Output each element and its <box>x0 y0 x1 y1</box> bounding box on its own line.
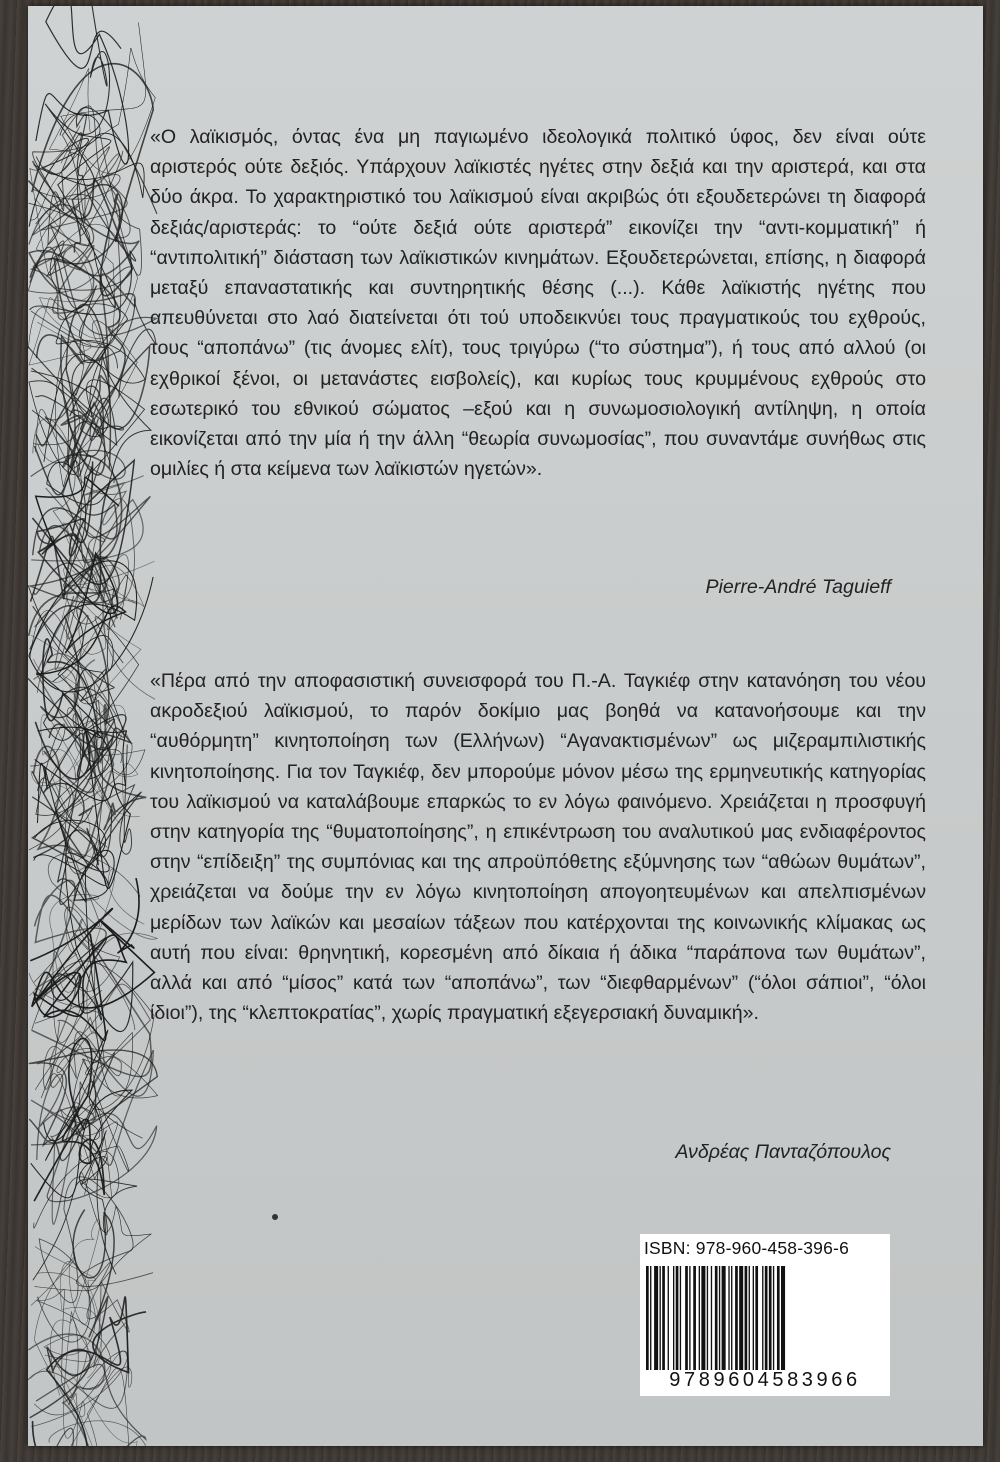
barcode-bar <box>745 1266 748 1370</box>
barcode-bar <box>654 1266 658 1370</box>
isbn-label: ISBN: 978-960-458-396-6 <box>644 1238 850 1258</box>
barcode-bar <box>701 1266 705 1370</box>
barcode-bar <box>689 1266 690 1370</box>
author-taguieff: Pierre-André Taguieff <box>705 576 891 598</box>
barcode-bar <box>693 1266 696 1370</box>
barcode-bar <box>650 1266 651 1370</box>
quote-pantazopoulos-text: «Πέρα από την αποφασιστική συνεισφορά του Π.-Α. Ταγκιέφ στην κατανόηση του νέου ακροδεξιού λαϊκισμού, το παρόν δοκίμιο μας βοηθά να κατανοήσουμε και την “αυθόρμητη” κινητοποίηση των (Ελλήνων) “Αγανακτισμένων” ως μιζεραμπιλιστικής κινητοποίησης. Για τον Ταγκιέφ, δεν μπορούμε μόνον μέσω της ερμηνευτικής κατηγορίας του λαϊκισμού να καταλάβουμε επαρκώς το εν λόγω φαινόμενο. Χρειάζεται η προσφυγή στην κατηγορία της “θυματοποίησης”, η επικέντρωση του αναλυτικού μας ενδιαφέροντος στην “επίδειξη” της συμπόνιας και της απροϋπόθετης εξύμνησης των “αθώων θυμάτων”, χρειάζεται να δούμε την εν λόγω κινητοποίηση απογοητευμένων και απελπισμένων μερίδων των λαϊκών και μεσαίων τάξεων που κατέρχονται της κοινωνικής κλίμακας ως αυτή που είναι: θρηνητική, κορεσμένη από δίκαια ή άδικα “παράπονα των θυμάτων”, αλλά και από “μίσος” κατά των “αποπάνω”, των “διεφθαρμένων” (“όλοι σάπιοι”, “όλοι ίδιοι”), της “κλεπτοκρατίας”, χωρίς πραγματική εξεγερσιακή δυναμική». <box>150 670 926 1025</box>
barcode-bar <box>781 1266 785 1370</box>
barcode-bar <box>755 1266 758 1370</box>
barcode-bar <box>777 1266 780 1370</box>
barcode-bar <box>680 1266 681 1370</box>
barcode-digits: 9789604583966 <box>669 1369 861 1391</box>
book-back-cover <box>28 6 983 1446</box>
barcode-bar <box>660 1266 661 1370</box>
barcode-bar <box>719 1266 720 1370</box>
barcode-bar <box>728 1266 729 1370</box>
barcode-bar <box>662 1266 665 1370</box>
barcode-bar <box>739 1266 743 1370</box>
quote-taguieff <box>150 122 926 484</box>
barcode-icon <box>646 1266 884 1370</box>
barcode-bar <box>762 1266 763 1370</box>
barcode-bar <box>676 1266 679 1370</box>
barcode-bar <box>699 1266 700 1370</box>
barcode-bar <box>753 1266 754 1370</box>
scribble-line <box>31 880 151 1076</box>
barcode-bar <box>715 1266 718 1370</box>
quote-pantazopoulos <box>150 666 926 1028</box>
scribble-line <box>33 1131 137 1281</box>
barcode-bar <box>673 1266 674 1370</box>
barcode-bar <box>668 1266 669 1370</box>
print-dot <box>272 1214 278 1220</box>
author-pantazopoulos: Ανδρέας Πανταζόπουλος <box>675 1141 891 1163</box>
scribble-line <box>30 1261 137 1446</box>
barcode-bar <box>711 1266 712 1370</box>
scribble-line <box>29 380 145 484</box>
barcode-box <box>640 1234 890 1396</box>
scribble-artwork-icon <box>28 6 158 1446</box>
barcode-bar <box>685 1266 688 1370</box>
barcode-bar <box>646 1266 649 1370</box>
scribble-line <box>33 561 154 682</box>
barcode-bar <box>731 1266 732 1370</box>
barcode-bar <box>769 1266 772 1370</box>
scribble-line <box>31 1289 127 1426</box>
barcode-bar <box>722 1266 726 1370</box>
barcode-bar <box>773 1266 774 1370</box>
barcode-bar <box>749 1266 750 1370</box>
barcode-bar <box>735 1266 738 1370</box>
scribble-line <box>36 6 129 164</box>
barcode-bar <box>765 1266 768 1370</box>
quote-taguieff-text: «Ο λαϊκισμός, όντας ένα μη παγιωμένο ιδεολογικά πολιτικό ύφος, δεν είναι ούτε αριστερός ούτε δεξιός. Υπάρχουν λαϊκιστές ηγέτες στην δεξιά και την αριστερά, και στα δύο άκρα. Το χαρακτηριστικό του λαϊκισμού είναι ακριβώς ότι εξουδετερώνει τη διαφορά δεξιάς/αριστεράς: το “ούτε δεξιά ούτε αριστερά” εικονίζει την “αντι-κομματική” ή “αντιπολιτική” διάσταση των λαϊκιστικών κινημάτων. Εξουδετερώνεται, επίσης, η διαφορά μεταξύ επαναστατικής και συντηρητικής θέσης (...). Κάθε λαϊκιστής ηγέτης που απευθύνεται στο λαό διατείνεται ότι τού υποδεικνύει τους πραγματικούς του εχθρούς, τους “αποπάνω” (τις άνομες ελίτ), τους τριγύρω (“το σύστημα”), ή τους από αλλού (οι εχθρικοί ξένοι, οι μετανάστες εισβολείς), και κυρίως τους κρυμμένους εχθρούς στο εσωτερικό του εθνικού σώματος –εξού και η συνωμοσιολογική αντίληψη, η οποία εικονίζεται από την μία ή την άλλη “θεωρία συνωμοσίας”, που συναντάμε συνήθως στις ομιλίες ή στα κείμενα των λαϊκιστών ηγετών». <box>150 126 926 481</box>
barcode-bar <box>707 1266 708 1370</box>
